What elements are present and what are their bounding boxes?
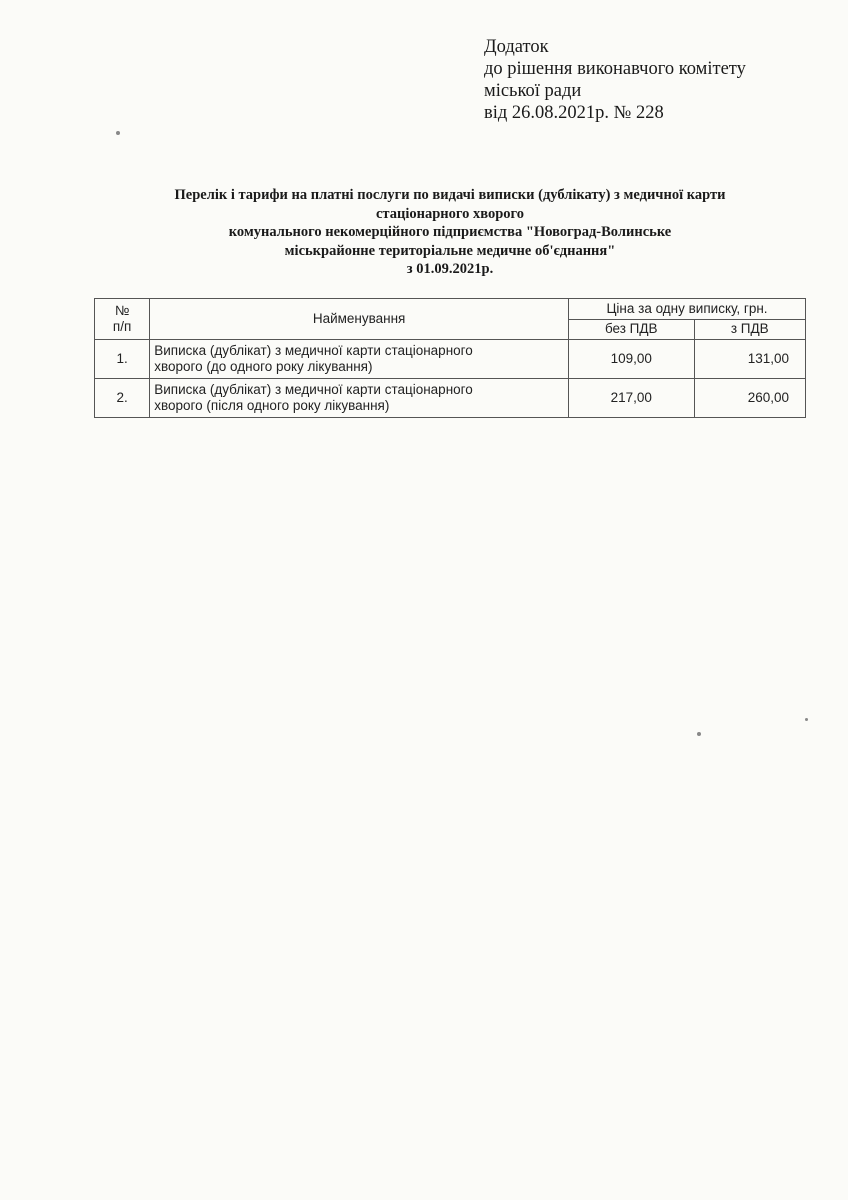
header-name: Найменування — [150, 299, 569, 340]
row-name — [150, 379, 569, 418]
header-number-sub: п/п — [112, 319, 132, 334]
header-number-cell — [95, 299, 150, 340]
row-number: 2. — [95, 379, 150, 418]
row-name-line-1: Виписка (дублікат) з медичної карти стаціонарного — [154, 382, 473, 397]
title-line-4: міськрайонне територіальне медичне об'єднання" — [284, 242, 616, 259]
document-title — [100, 186, 800, 279]
scan-speck — [805, 718, 808, 721]
row-price-with-vat: 260,00 — [694, 379, 806, 418]
annex-label: Додаток — [484, 37, 549, 57]
row-price-without-vat: 217,00 — [568, 379, 694, 418]
title-line-2: стаціонарного хворого — [375, 205, 524, 222]
header-price: Ціна за одну виписку, грн. — [568, 299, 805, 320]
row-name-line-2: хворого (після одного року лікування) — [154, 398, 390, 413]
row-name-line-1: Виписка (дублікат) з медичної карти стаціонарного — [154, 343, 473, 358]
header-with-vat: з ПДВ — [694, 319, 806, 340]
header-number: № — [114, 303, 130, 318]
title-line-1: Перелік і тарифи на платні послуги по видачі виписки (дублікату) з медичної карти — [174, 187, 726, 203]
header-without-vat: без ПДВ — [568, 319, 694, 340]
title-line-3: комунального некомерційного підприємства "Новоград-Волинське — [228, 224, 672, 240]
scan-speck — [116, 131, 120, 135]
tariffs-table — [94, 298, 806, 418]
row-number: 1. — [95, 340, 150, 379]
annex-date-number: від 26.08.2021р. № 228 — [484, 103, 664, 123]
row-name-line-2: хворого (до одного року лікування) — [154, 359, 373, 374]
row-name — [150, 340, 569, 379]
table-row — [95, 379, 806, 418]
annex-header — [484, 36, 746, 124]
row-price-without-vat: 109,00 — [568, 340, 694, 379]
annex-decision-line: до рішення виконавчого комітету — [484, 59, 746, 79]
table-header-row — [95, 299, 806, 320]
title-effective-date: з 01.09.2021р. — [406, 261, 494, 277]
row-price-with-vat: 131,00 — [694, 340, 806, 379]
scan-speck — [697, 732, 701, 736]
table-row — [95, 340, 806, 379]
annex-council-line: міської ради — [484, 81, 582, 101]
